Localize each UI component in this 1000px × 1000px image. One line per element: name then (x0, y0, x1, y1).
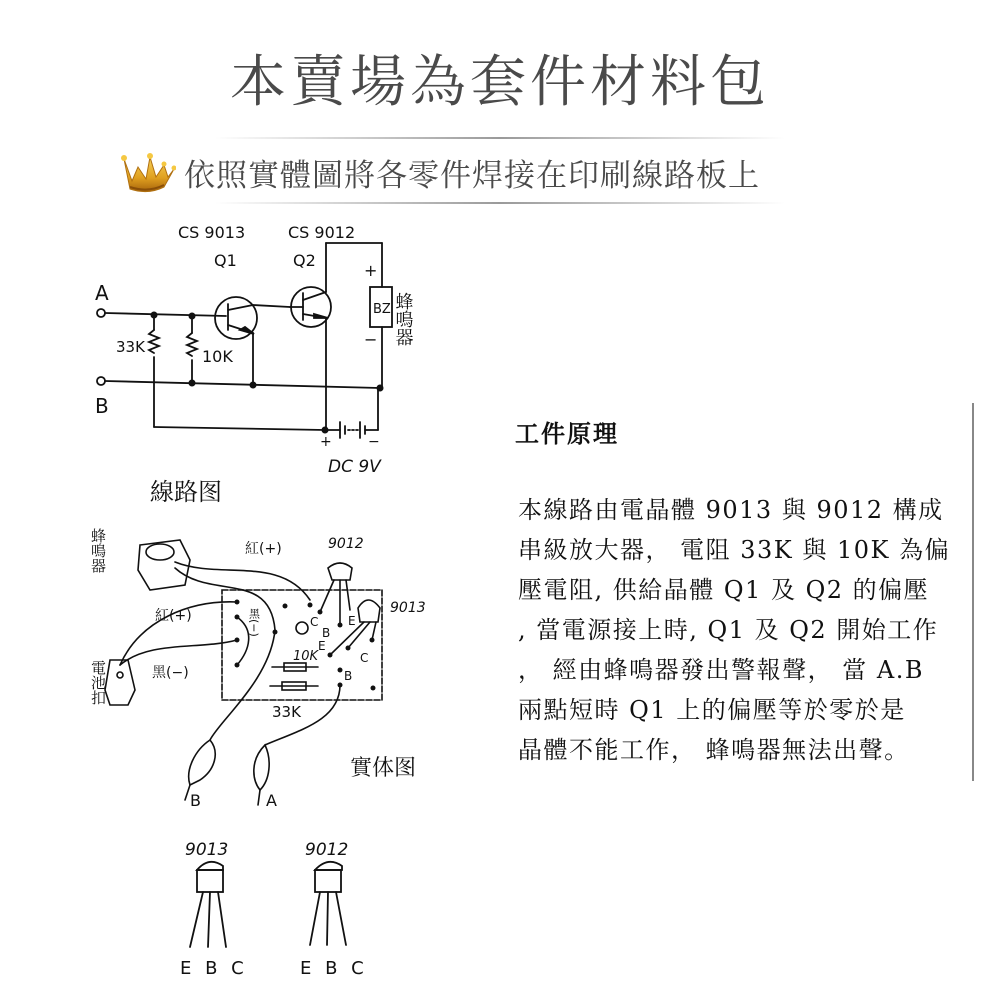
battery-plus: + (320, 434, 332, 450)
principle-line: 串級放大器， 電阻 33K 與 10K 為偏 (518, 536, 951, 564)
terminal-b-icon (97, 377, 105, 385)
q2-model-label: CS 9012 (288, 223, 356, 242)
page-title: 本賣場為套件材料包 (230, 50, 770, 115)
battery-minus: − (368, 434, 380, 450)
pinout-9012-icon (310, 862, 346, 945)
q2-label: Q2 (293, 251, 316, 270)
black-wire-battery-label: 黑(−) (152, 665, 189, 681)
schematic-caption: 線路图 (150, 478, 222, 506)
battery-clip-icon (105, 660, 135, 705)
principle-body (518, 490, 978, 770)
clip-b-icon (189, 740, 216, 785)
pinout-9012-model: 9012 (305, 840, 349, 860)
subtitle: 依照實體圖將各零件焊接在印刷線路板上 (184, 157, 760, 194)
power-label: DC 9V (328, 457, 381, 477)
r2-value: 10K (202, 347, 233, 366)
principle-line: 本線路由電晶體 9013 與 9012 構成 (518, 496, 944, 524)
pin-b1: B (322, 626, 331, 640)
principle-line: 壓電阻, 供給晶體 Q1 及 Q2 的偏壓 (518, 576, 930, 604)
terminal-a-icon (97, 309, 105, 317)
pinout-9013-model: 9013 (185, 840, 229, 860)
clip-b-label: B (190, 791, 201, 810)
clip-a-label: A (266, 791, 277, 810)
red-wire-buzzer-label: 紅(+) (245, 541, 282, 557)
pinout-9013-icon (190, 862, 226, 947)
circuit-sketches (80, 210, 480, 990)
wiring-r10k-label: 10K (293, 649, 319, 664)
wiring-caption: 實体图 (350, 756, 417, 781)
q1-label: Q1 (214, 251, 237, 270)
crown-icon (118, 151, 176, 193)
buzzer-minus: − (364, 330, 378, 349)
pin-b2: B (344, 669, 353, 683)
black-wire-buzzer-label: 黑(−) (247, 608, 261, 637)
wiring-buzzer-label: 蜂鳴器 (89, 528, 107, 573)
red-wire-battery-label: 紅(+) (155, 608, 192, 624)
principle-line: 兩點短時 Q1 上的偏壓等於零於是 (518, 696, 906, 724)
pin-c2: C (360, 651, 369, 665)
buzzer-symbol: BZ (373, 302, 391, 317)
pin-e2: E (318, 639, 326, 653)
title-divider-bottom (215, 202, 785, 204)
pin-e1: E (348, 614, 356, 628)
wiring-r33k-label: 33K (272, 703, 301, 721)
principle-title: 工件原理 (515, 419, 619, 448)
principle-line: 晶體不能工作， 蜂鳴器無法出聲。 (518, 736, 910, 764)
clip-a-icon (254, 745, 269, 790)
pinout-9012-pins: E B C (300, 958, 368, 979)
wiring-q1-model: 9013 (390, 600, 426, 616)
pinout-9013-pins: E B C (180, 958, 248, 979)
wiring-q2-model: 9012 (328, 536, 364, 552)
pin-c1: C (310, 615, 319, 629)
subtitle-row (118, 148, 760, 196)
battery-clip-label: 電池扣 (89, 660, 107, 705)
page-edge-rule (972, 403, 974, 781)
buzzer-label: 蜂鳴器 (392, 292, 414, 346)
principle-line: ， 經由蜂鳴器發出警報聲， 當 A.B (518, 656, 924, 684)
principle-line: , 當電源接上時, Q1 及 Q2 開始工作 (518, 616, 939, 644)
terminal-b-label: B (95, 394, 109, 418)
title-divider-top (215, 137, 785, 139)
buzzer-plus: + (364, 261, 378, 280)
terminal-a-label: A (95, 281, 109, 305)
r1-value: 33K (116, 338, 145, 356)
q1-model-label: CS 9013 (178, 223, 246, 242)
